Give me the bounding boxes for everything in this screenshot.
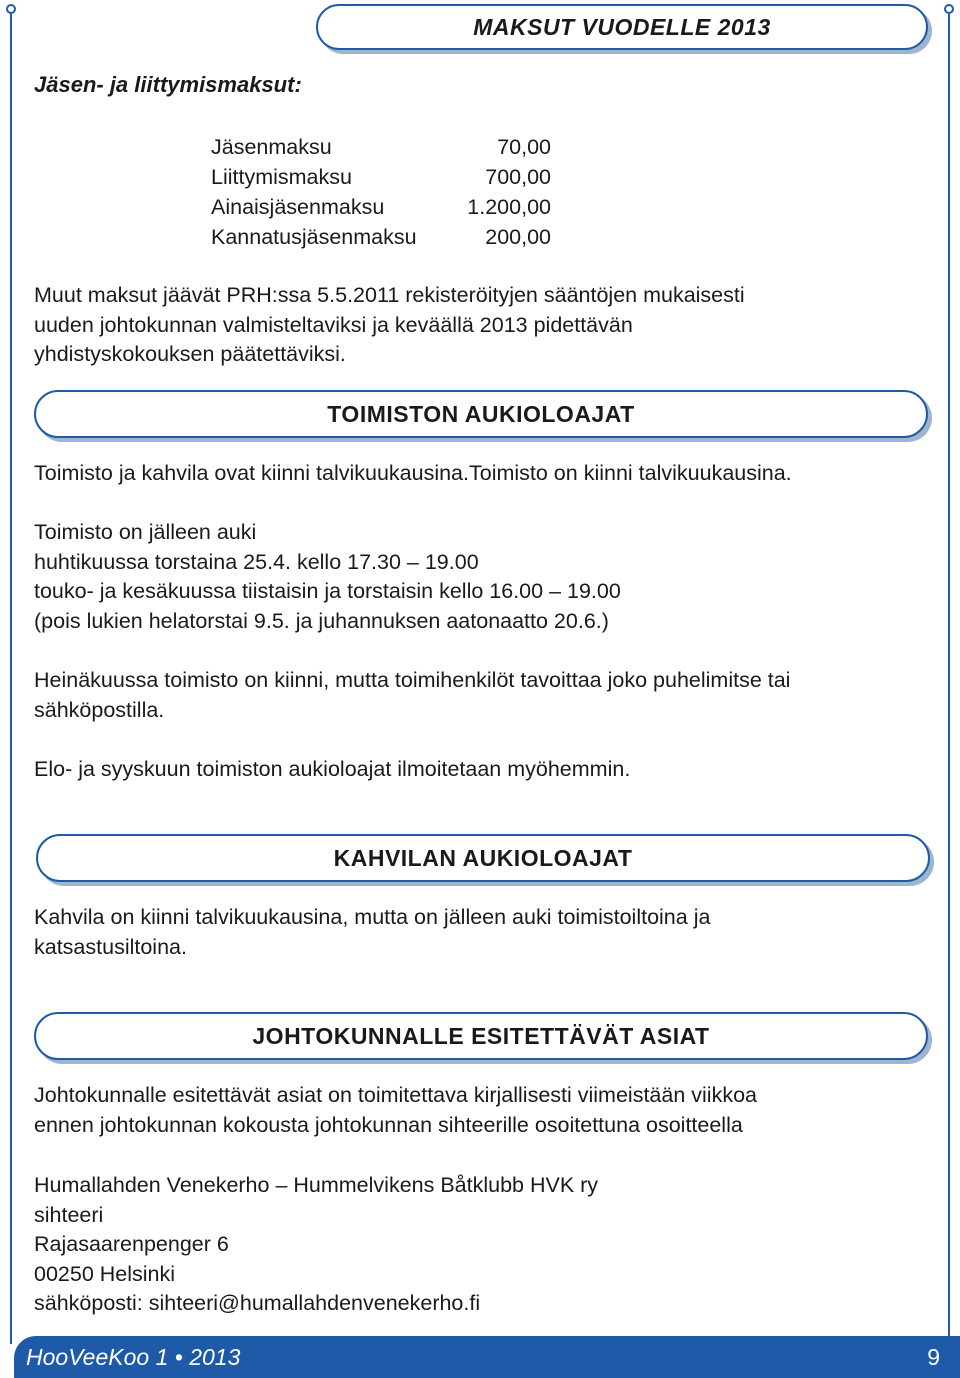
- office-closed-text: Toimisto ja kahvila ovat kiinni talvikuukausina.Toimisto on kiinni talvikuukausina.: [34, 461, 792, 485]
- text-line: Kahvila on kiinni talvikuukausina, mutta on jälleen auki toimistoiltoina ja: [34, 905, 711, 929]
- text-line: Toimisto on jälleen auki: [34, 520, 257, 544]
- right-border-line: [948, 14, 950, 1336]
- cafe-hours-banner: [36, 834, 930, 882]
- office-july-text: [34, 666, 790, 725]
- fee-name: Kannatusjäsenmaksu: [211, 225, 417, 249]
- text-line: Muut maksut jäävät PRH:ssa 5.5.2011 rekisteröityjen sääntöjen mukaisesti: [34, 283, 745, 307]
- fee-value: 70,00: [497, 135, 551, 159]
- text-line: Johtokunnalle esitettävät asiat on toimitettava kirjallisesti viimeistään viikkoa: [34, 1083, 757, 1107]
- page-title: MAKSUT VUODELLE 2013: [473, 13, 771, 40]
- fee-row: [211, 162, 551, 192]
- page-number: 9: [927, 1344, 940, 1370]
- text-line: touko- ja kesäkuussa tiistaisin ja torstaisin kello 16.00 – 19.00: [34, 579, 621, 603]
- board-text: [34, 1081, 757, 1140]
- fee-name: Liittymismaksu: [211, 165, 352, 189]
- fee-name: Ainaisjäsenmaksu: [211, 195, 385, 219]
- fee-name: Jäsenmaksu: [211, 135, 332, 159]
- text-line: ennen johtokunnan kokousta johtokunnan sihteerille osoitettuna osoitteella: [34, 1112, 743, 1137]
- club-name: Humallahden Venekerho – Hummelvikens Båtklubb HVK ry: [34, 1173, 599, 1197]
- text-line: Heinäkuussa toimisto on kiinni, mutta toimihenkilöt tavoittaa joko puhelimitse tai: [34, 668, 791, 692]
- fee-value: 1.200,00: [467, 195, 551, 219]
- cafe-text: [34, 903, 710, 962]
- email-address: sähköposti: sihteeri@humallahdenvenekerho.fi: [34, 1291, 481, 1315]
- text-line: uuden johtokunnan valmisteltaviksi ja keväällä 2013 pidettävän: [34, 312, 633, 337]
- office-autumn-text: Elo- ja syyskuun toimiston aukioloajat ilmoitetaan myöhemmin.: [34, 757, 631, 781]
- section-title: TOIMISTON AUKIOLOAJAT: [327, 400, 635, 427]
- fees-heading: Jäsen- ja liittymismaksut:: [34, 72, 302, 97]
- text-line: huhtikuussa torstaina 25.4. kello 17.30 – 19.00: [34, 549, 479, 574]
- text-line: yhdistyskokouksen päätettäviksi.: [34, 342, 346, 366]
- fee-row: [211, 132, 551, 162]
- office-hours-text: [34, 518, 621, 636]
- office-hours-banner: [34, 390, 928, 438]
- header-banner: [316, 4, 928, 50]
- street-address: Rajasaarenpenger 6: [34, 1232, 229, 1256]
- right-border-dot: [944, 4, 954, 14]
- fees-note: [34, 281, 745, 370]
- publication-title: HooVeeKoo 1 • 2013: [26, 1344, 241, 1370]
- fee-row: [211, 192, 551, 222]
- board-matters-banner: [34, 1012, 928, 1060]
- contact-address: [34, 1171, 598, 1319]
- text-line: (pois lukien helatorstai 9.5. ja juhannuksen aatonaatto 20.6.): [34, 608, 609, 633]
- left-border-line: [10, 14, 12, 1344]
- left-border-dot: [6, 4, 16, 14]
- contact-role: sihteeri: [34, 1202, 104, 1227]
- footer-bar: [14, 1336, 960, 1378]
- postal-address: 00250 Helsinki: [34, 1261, 176, 1286]
- fee-row: [211, 222, 551, 252]
- section-title: KAHVILAN AUKIOLOAJAT: [333, 844, 633, 871]
- fee-value: 700,00: [485, 165, 551, 189]
- fee-table: [211, 132, 551, 252]
- section-title: JOHTOKUNNALLE ESITETTÄVÄT ASIAT: [252, 1022, 710, 1049]
- text-line: katsastusiltoina.: [34, 934, 187, 959]
- fee-value: 200,00: [485, 225, 551, 249]
- text-line: sähköpostilla.: [34, 697, 165, 722]
